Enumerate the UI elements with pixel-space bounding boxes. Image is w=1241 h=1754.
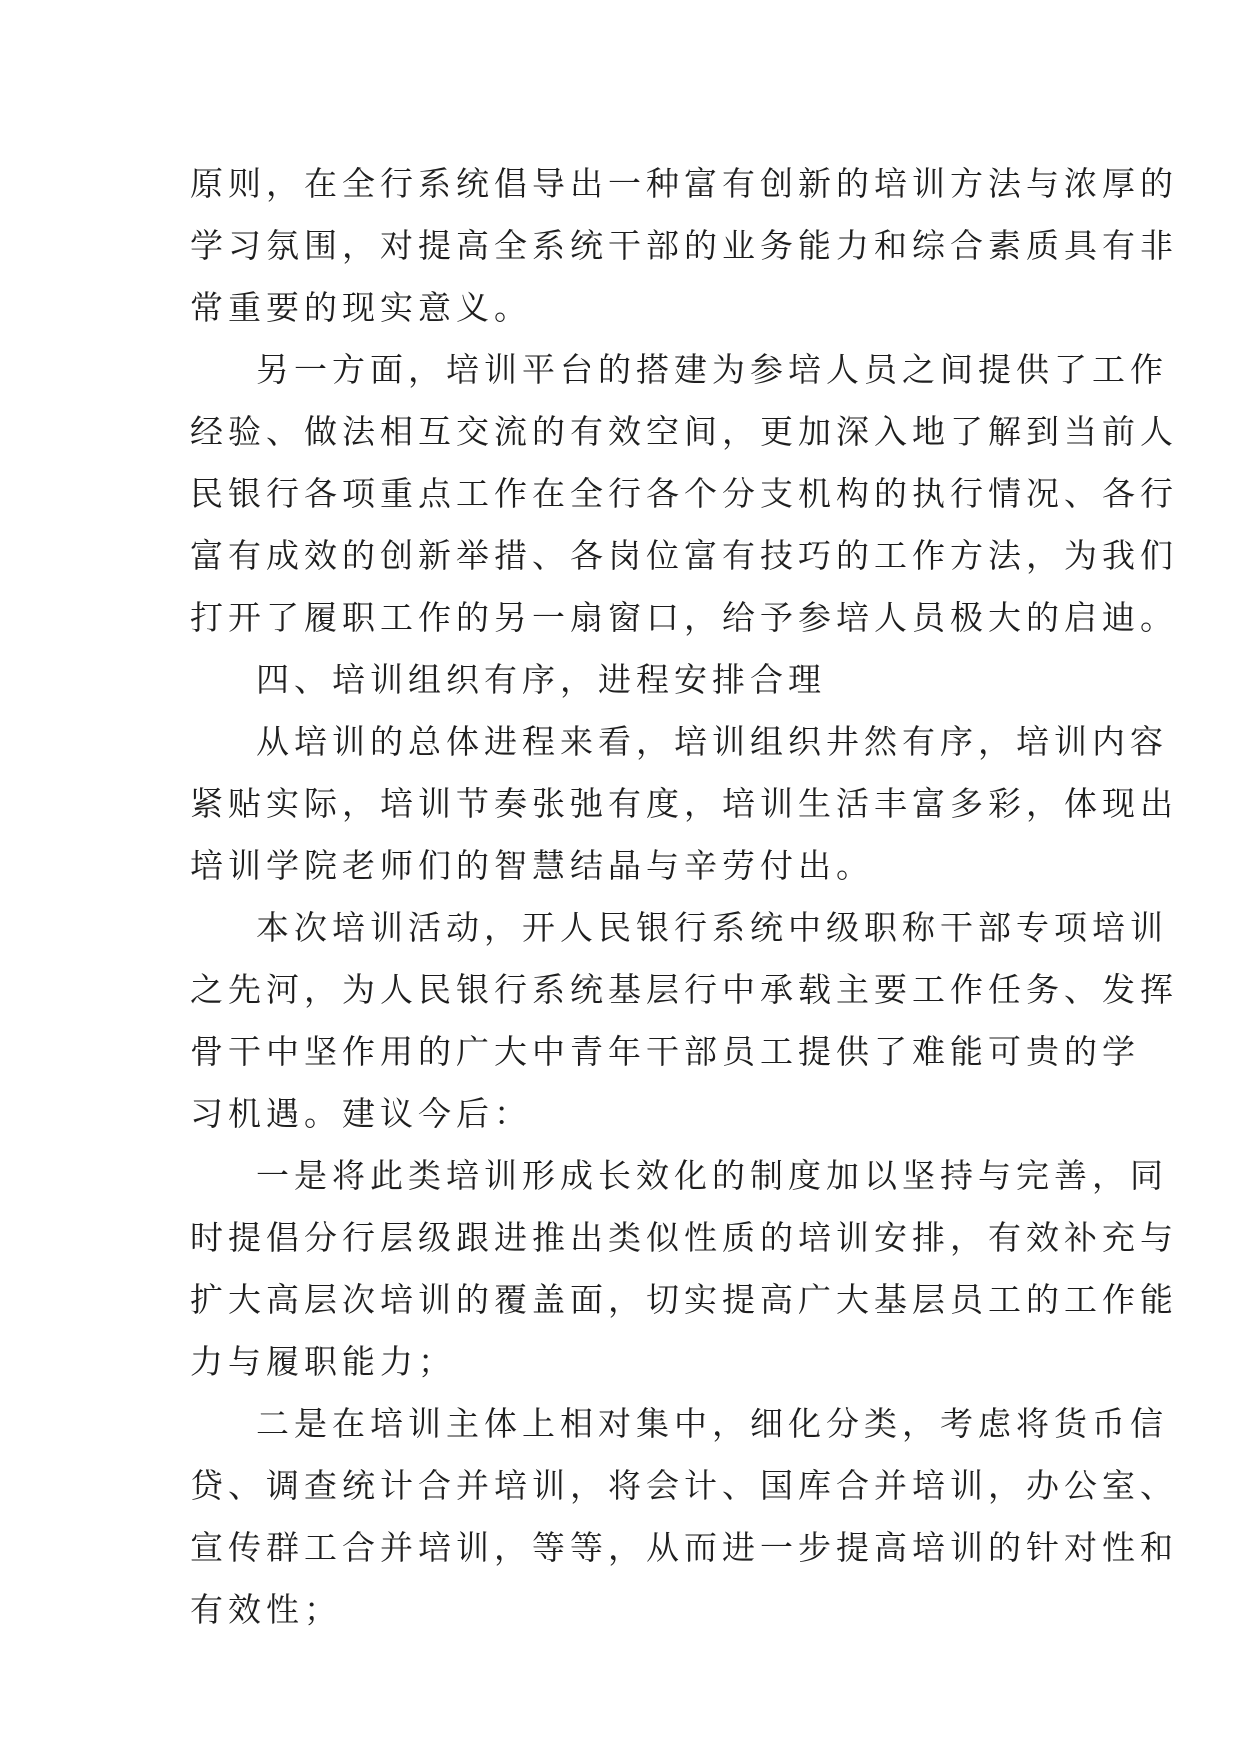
document-body xyxy=(190,153,1178,1641)
text-line: 扩大高层次培训的覆盖面，切实提高广大基层员工的工作能 xyxy=(190,1280,1178,1319)
text-line: 力与履职能力； xyxy=(190,1342,456,1381)
text-line: 二是在培训主体上相对集中，细化分类，考虑将货币信 xyxy=(256,1404,1168,1443)
text-line: 习机遇。建议今后： xyxy=(190,1094,532,1133)
text-line: 原则，在全行系统倡导出一种富有创新的培训方法与浓厚的 xyxy=(190,164,1178,203)
text-line: 另一方面，培训平台的搭建为参培人员之间提供了工作 xyxy=(256,350,1168,389)
text-line: 四、培训组织有序，进程安排合理 xyxy=(256,660,826,699)
text-line: 常重要的现实意义。 xyxy=(190,288,532,327)
text-line: 时提倡分行层级跟进推出类似性质的培训安排，有效补充与 xyxy=(190,1218,1178,1257)
text-line: 一是将此类培训形成长效化的制度加以坚持与完善，同 xyxy=(256,1156,1168,1195)
text-line: 贷、调查统计合并培训，将会计、国库合并培训，办公室、 xyxy=(190,1466,1178,1505)
text-line: 经验、做法相互交流的有效空间，更加深入地了解到当前人 xyxy=(190,412,1178,451)
text-line: 打开了履职工作的另一扇窗口，给予参培人员极大的启迪。 xyxy=(190,598,1178,637)
text-line: 富有成效的创新举措、各岗位富有技巧的工作方法，为我们 xyxy=(190,536,1178,575)
text-line: 从培训的总体进程来看，培训组织井然有序，培训内容 xyxy=(256,722,1168,761)
text-line: 有效性； xyxy=(190,1590,342,1629)
text-line: 本次培训活动，开人民银行系统中级职称干部专项培训 xyxy=(256,908,1168,947)
text-line: 之先河，为人民银行系统基层行中承载主要工作任务、发挥 xyxy=(190,970,1178,1009)
text-line: 宣传群工合并培训，等等，从而进一步提高培训的针对性和 xyxy=(190,1528,1178,1567)
text-line: 培训学院老师们的智慧结晶与辛劳付出。 xyxy=(190,846,874,885)
text-line: 骨干中坚作用的广大中青年干部员工提供了难能可贵的学 xyxy=(190,1032,1140,1071)
text-line: 民银行各项重点工作在全行各个分支机构的执行情况、各行 xyxy=(190,474,1178,513)
text-line: 紧贴实际，培训节奏张弛有度，培训生活丰富多彩，体现出 xyxy=(190,784,1178,823)
text-line: 学习氛围，对提高全系统干部的业务能力和综合素质具有非 xyxy=(190,226,1178,265)
